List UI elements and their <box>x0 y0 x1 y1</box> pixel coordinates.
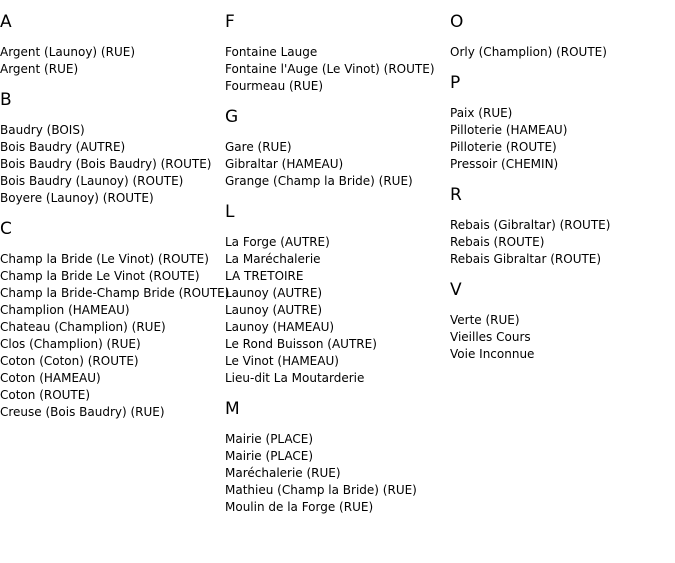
letter-section <box>225 399 450 516</box>
column-1 <box>0 0 230 421</box>
letter-section <box>225 202 450 387</box>
street-link[interactable]: Champ la Bride Le Vinot (ROUTE) <box>0 269 200 283</box>
street-link[interactable]: Mathieu (Champ la Bride) (RUE) <box>225 483 417 497</box>
street-list <box>450 105 675 173</box>
street-link[interactable]: Verte (RUE) <box>450 313 520 327</box>
street-link[interactable]: Baudry (BOIS) <box>0 123 85 137</box>
letter-heading: F <box>225 12 235 32</box>
letter-section <box>225 12 450 95</box>
letter-section <box>450 280 675 363</box>
street-link[interactable]: Mairie (PLACE) <box>225 449 314 463</box>
street-link[interactable]: Coton (Coton) (ROUTE) <box>0 354 139 368</box>
street-link[interactable]: Argent (Launoy) (RUE) <box>0 45 135 59</box>
street-list <box>225 234 450 387</box>
street-link[interactable]: Le Rond Buisson (AUTRE) <box>225 337 377 351</box>
street-link[interactable]: Bois Baudry (AUTRE) <box>0 140 126 154</box>
street-link[interactable]: Le Vinot (HAMEAU) <box>225 354 339 368</box>
street-link[interactable]: LA TRETOIRE <box>225 269 304 283</box>
street-link[interactable]: Pressoir (CHEMIN) <box>450 157 559 171</box>
street-list <box>225 44 450 95</box>
street-link[interactable]: Champ la Bride (Le Vinot) (ROUTE) <box>0 252 209 266</box>
street-list <box>0 251 230 421</box>
letter-section <box>225 107 450 190</box>
letter-heading: O <box>450 12 464 32</box>
street-list <box>450 312 675 363</box>
street-list <box>450 44 675 61</box>
street-link[interactable]: Fontaine Lauge <box>225 45 318 59</box>
street-link[interactable]: Launoy (HAMEAU) <box>225 320 335 334</box>
street-link[interactable]: Grange (Champ la Bride) (RUE) <box>225 174 413 188</box>
street-link[interactable]: Moulin de la Forge (RUE) <box>225 500 374 514</box>
letter-section <box>0 90 225 207</box>
street-link[interactable]: Rebais (Gibraltar) (ROUTE) <box>450 218 611 232</box>
street-link[interactable]: Launoy (AUTRE) <box>225 286 323 300</box>
letter-heading: M <box>225 399 240 419</box>
street-link[interactable]: Creuse (Bois Baudry) (RUE) <box>0 405 165 419</box>
street-link[interactable]: Gibraltar (HAMEAU) <box>225 157 344 171</box>
street-list <box>0 122 225 207</box>
street-link[interactable]: Champ la Bride-Champ Bride (ROUTE) <box>0 286 230 300</box>
letter-heading: R <box>450 185 462 205</box>
letter-heading: B <box>0 90 12 110</box>
column-2 <box>225 0 450 516</box>
street-link[interactable]: Argent (RUE) <box>0 62 79 76</box>
street-link[interactable]: Launoy (AUTRE) <box>225 303 323 317</box>
street-link[interactable]: Fourmeau (RUE) <box>225 79 324 93</box>
street-link[interactable]: Coton (HAMEAU) <box>0 371 101 385</box>
letter-heading: V <box>450 280 462 300</box>
street-list <box>450 217 675 268</box>
letter-heading: C <box>0 219 12 239</box>
street-link[interactable]: Champlion (HAMEAU) <box>0 303 130 317</box>
letter-heading: P <box>450 73 461 93</box>
street-link[interactable]: Maréchalerie (RUE) <box>225 466 341 480</box>
letter-section <box>450 185 675 268</box>
street-link[interactable]: Rebais (ROUTE) <box>450 235 545 249</box>
street-link[interactable]: Orly (Champlion) (ROUTE) <box>450 45 607 59</box>
street-link[interactable]: Paix (RUE) <box>450 106 513 120</box>
street-link[interactable]: Fontaine l'Auge (Le Vinot) (ROUTE) <box>225 62 435 76</box>
letter-heading: A <box>0 12 12 32</box>
street-link[interactable]: Lieu-dit La Moutarderie <box>225 371 365 385</box>
street-link[interactable]: Rebais Gibraltar (ROUTE) <box>450 252 602 266</box>
letter-section <box>0 12 225 78</box>
letter-heading: G <box>225 107 239 127</box>
street-link[interactable]: La Forge (AUTRE) <box>225 235 330 249</box>
street-link[interactable]: Bois Baudry (Launoy) (ROUTE) <box>0 174 184 188</box>
street-link[interactable]: Clos (Champlion) (RUE) <box>0 337 141 351</box>
street-link[interactable]: La Maréchalerie <box>225 252 321 266</box>
street-link[interactable]: Coton (ROUTE) <box>0 388 91 402</box>
letter-section <box>450 12 675 61</box>
street-link[interactable]: Pilloterie (ROUTE) <box>450 140 557 154</box>
letter-section <box>450 73 675 173</box>
street-list <box>225 431 450 516</box>
column-3 <box>450 0 675 363</box>
letter-heading: L <box>225 202 235 222</box>
street-link[interactable]: Pilloterie (HAMEAU) <box>450 123 568 137</box>
street-list <box>225 139 450 190</box>
street-link[interactable]: Mairie (PLACE) <box>225 432 314 446</box>
letter-section <box>0 219 230 421</box>
street-link[interactable]: Boyere (Launoy) (ROUTE) <box>0 191 154 205</box>
street-link[interactable]: Bois Baudry (Bois Baudry) (ROUTE) <box>0 157 212 171</box>
street-link[interactable]: Voie Inconnue <box>450 347 535 361</box>
street-link[interactable]: Gare (RUE) <box>225 140 292 154</box>
street-list <box>0 44 225 78</box>
street-link[interactable]: Vieilles Cours <box>450 330 531 344</box>
street-link[interactable]: Chateau (Champlion) (RUE) <box>0 320 166 334</box>
